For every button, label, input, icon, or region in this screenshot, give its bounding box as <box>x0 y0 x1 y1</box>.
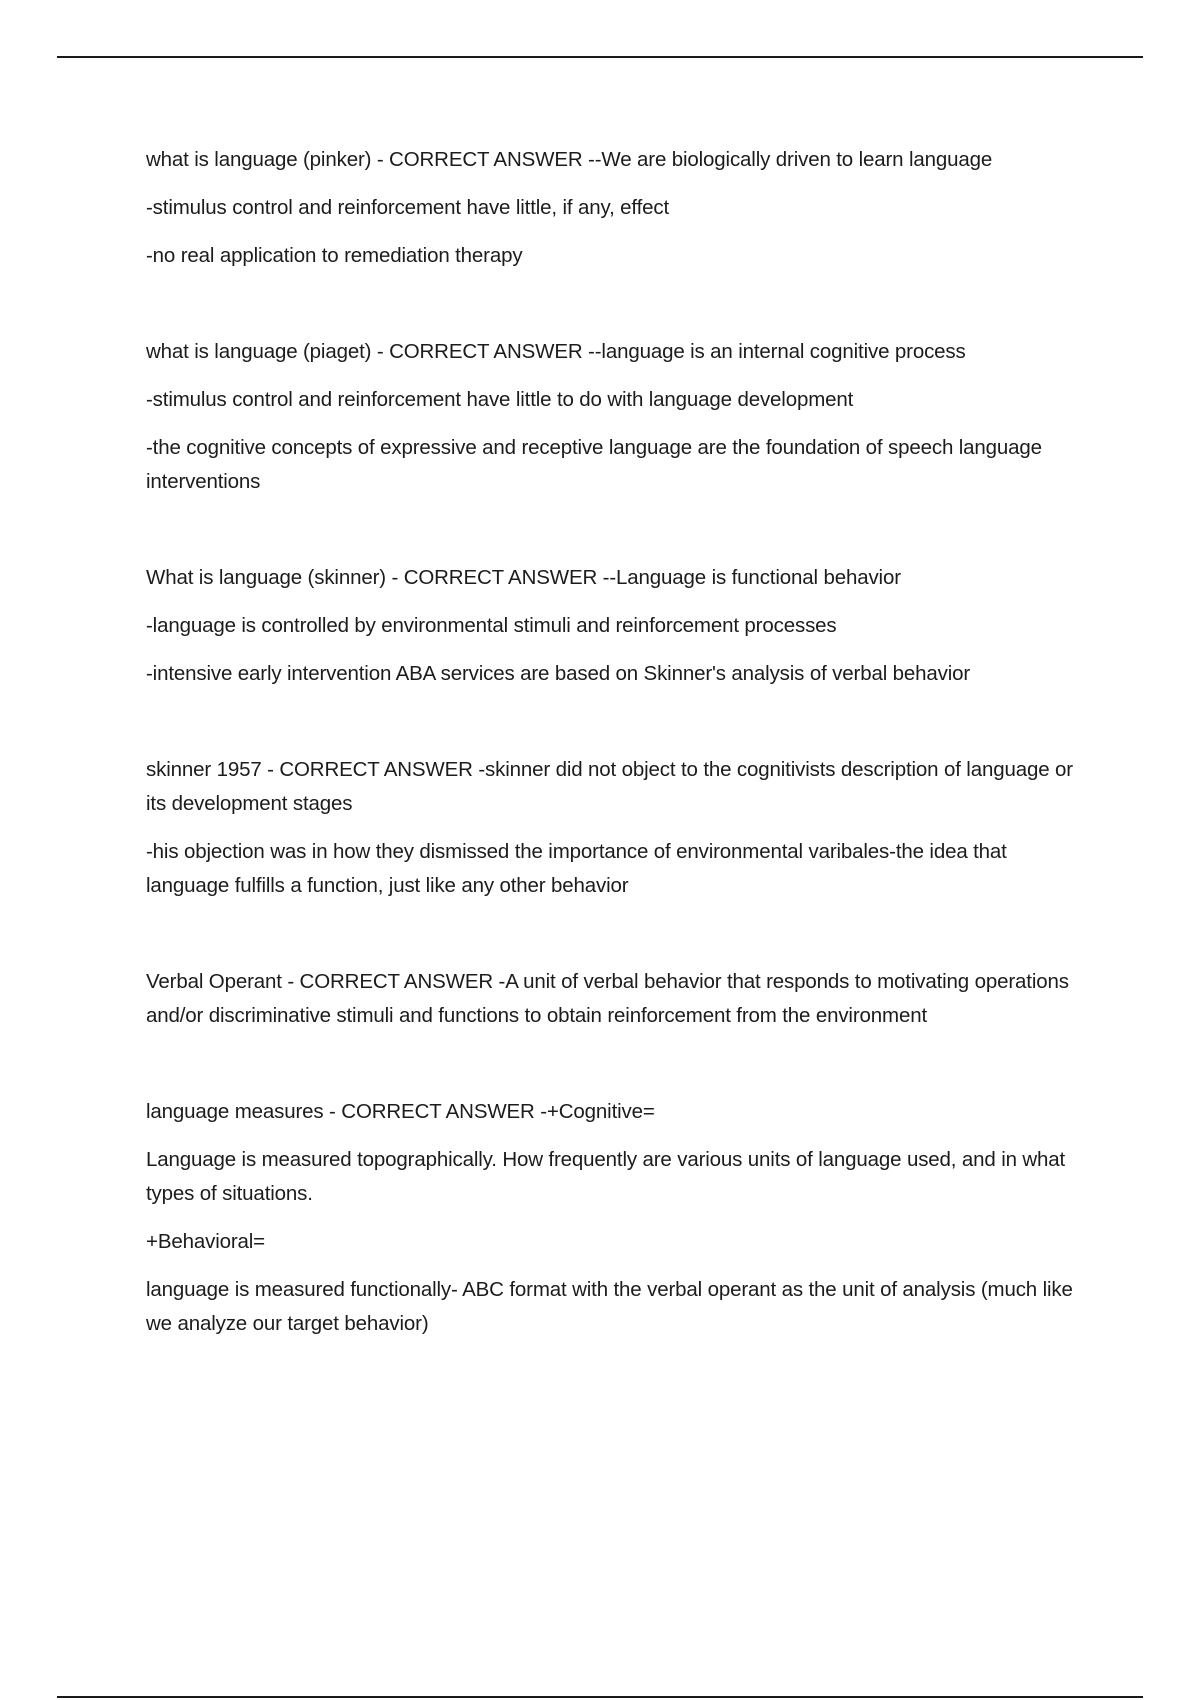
card-answer-line: -intensive early intervention ABA services are based on Skinner's analysis of verbal behavior <box>146 662 971 685</box>
card-question: Verbal Operant - CORRECT ANSWER -A unit of verbal behavior that responds to motivating operations and/or discriminative stimuli and functions to obtain reinforcement from the environment <box>146 970 1069 1027</box>
card-answer-line: -language is controlled by environmental stimuli and reinforcement processes <box>146 614 837 637</box>
footer-rule <box>57 1696 1143 1698</box>
card-answer-line: +Behavioral= <box>146 1230 266 1253</box>
document-body <box>146 143 1091 1403</box>
card-answer-line: -the cognitive concepts of expressive and receptive language are the foundation of speech language interventions <box>146 436 1042 493</box>
card-question: what is language (pinker) - CORRECT ANSWER --We are biologically driven to learn language <box>146 148 993 171</box>
flashcard-skinner-1957 <box>146 753 1091 903</box>
card-answer-line: Language is measured topographically. How frequently are various units of language used, and in what types of situations. <box>146 1148 1066 1205</box>
flashcard-verbal-operant <box>146 965 1091 1033</box>
flashcard-language-measures <box>146 1095 1091 1341</box>
card-answer-line: -his objection was in how they dismissed the importance of environmental varibales-the idea that language fulfills a function, just like any other behavior <box>146 840 1007 897</box>
card-answer-line: -no real application to remediation therapy <box>146 244 523 267</box>
card-question: skinner 1957 - CORRECT ANSWER -skinner did not object to the cognitivists description of language or its development stages <box>146 758 1073 815</box>
card-answer-line: -stimulus control and reinforcement have little to do with language development <box>146 388 854 411</box>
flashcard-piaget <box>146 335 1091 499</box>
card-answer-line: -stimulus control and reinforcement have little, if any, effect <box>146 196 670 219</box>
card-answer-line: language is measured functionally- ABC format with the verbal operant as the unit of analysis (much like we analyze our target behavior) <box>146 1278 1073 1335</box>
header-rule <box>57 56 1143 58</box>
card-question: language measures - CORRECT ANSWER -+Cognitive= <box>146 1100 655 1123</box>
flashcard-pinker <box>146 143 1091 273</box>
flashcard-skinner <box>146 561 1091 691</box>
card-question: What is language (skinner) - CORRECT ANSWER --Language is functional behavior <box>146 566 901 589</box>
card-question: what is language (piaget) - CORRECT ANSWER --language is an internal cognitive process <box>146 340 966 363</box>
